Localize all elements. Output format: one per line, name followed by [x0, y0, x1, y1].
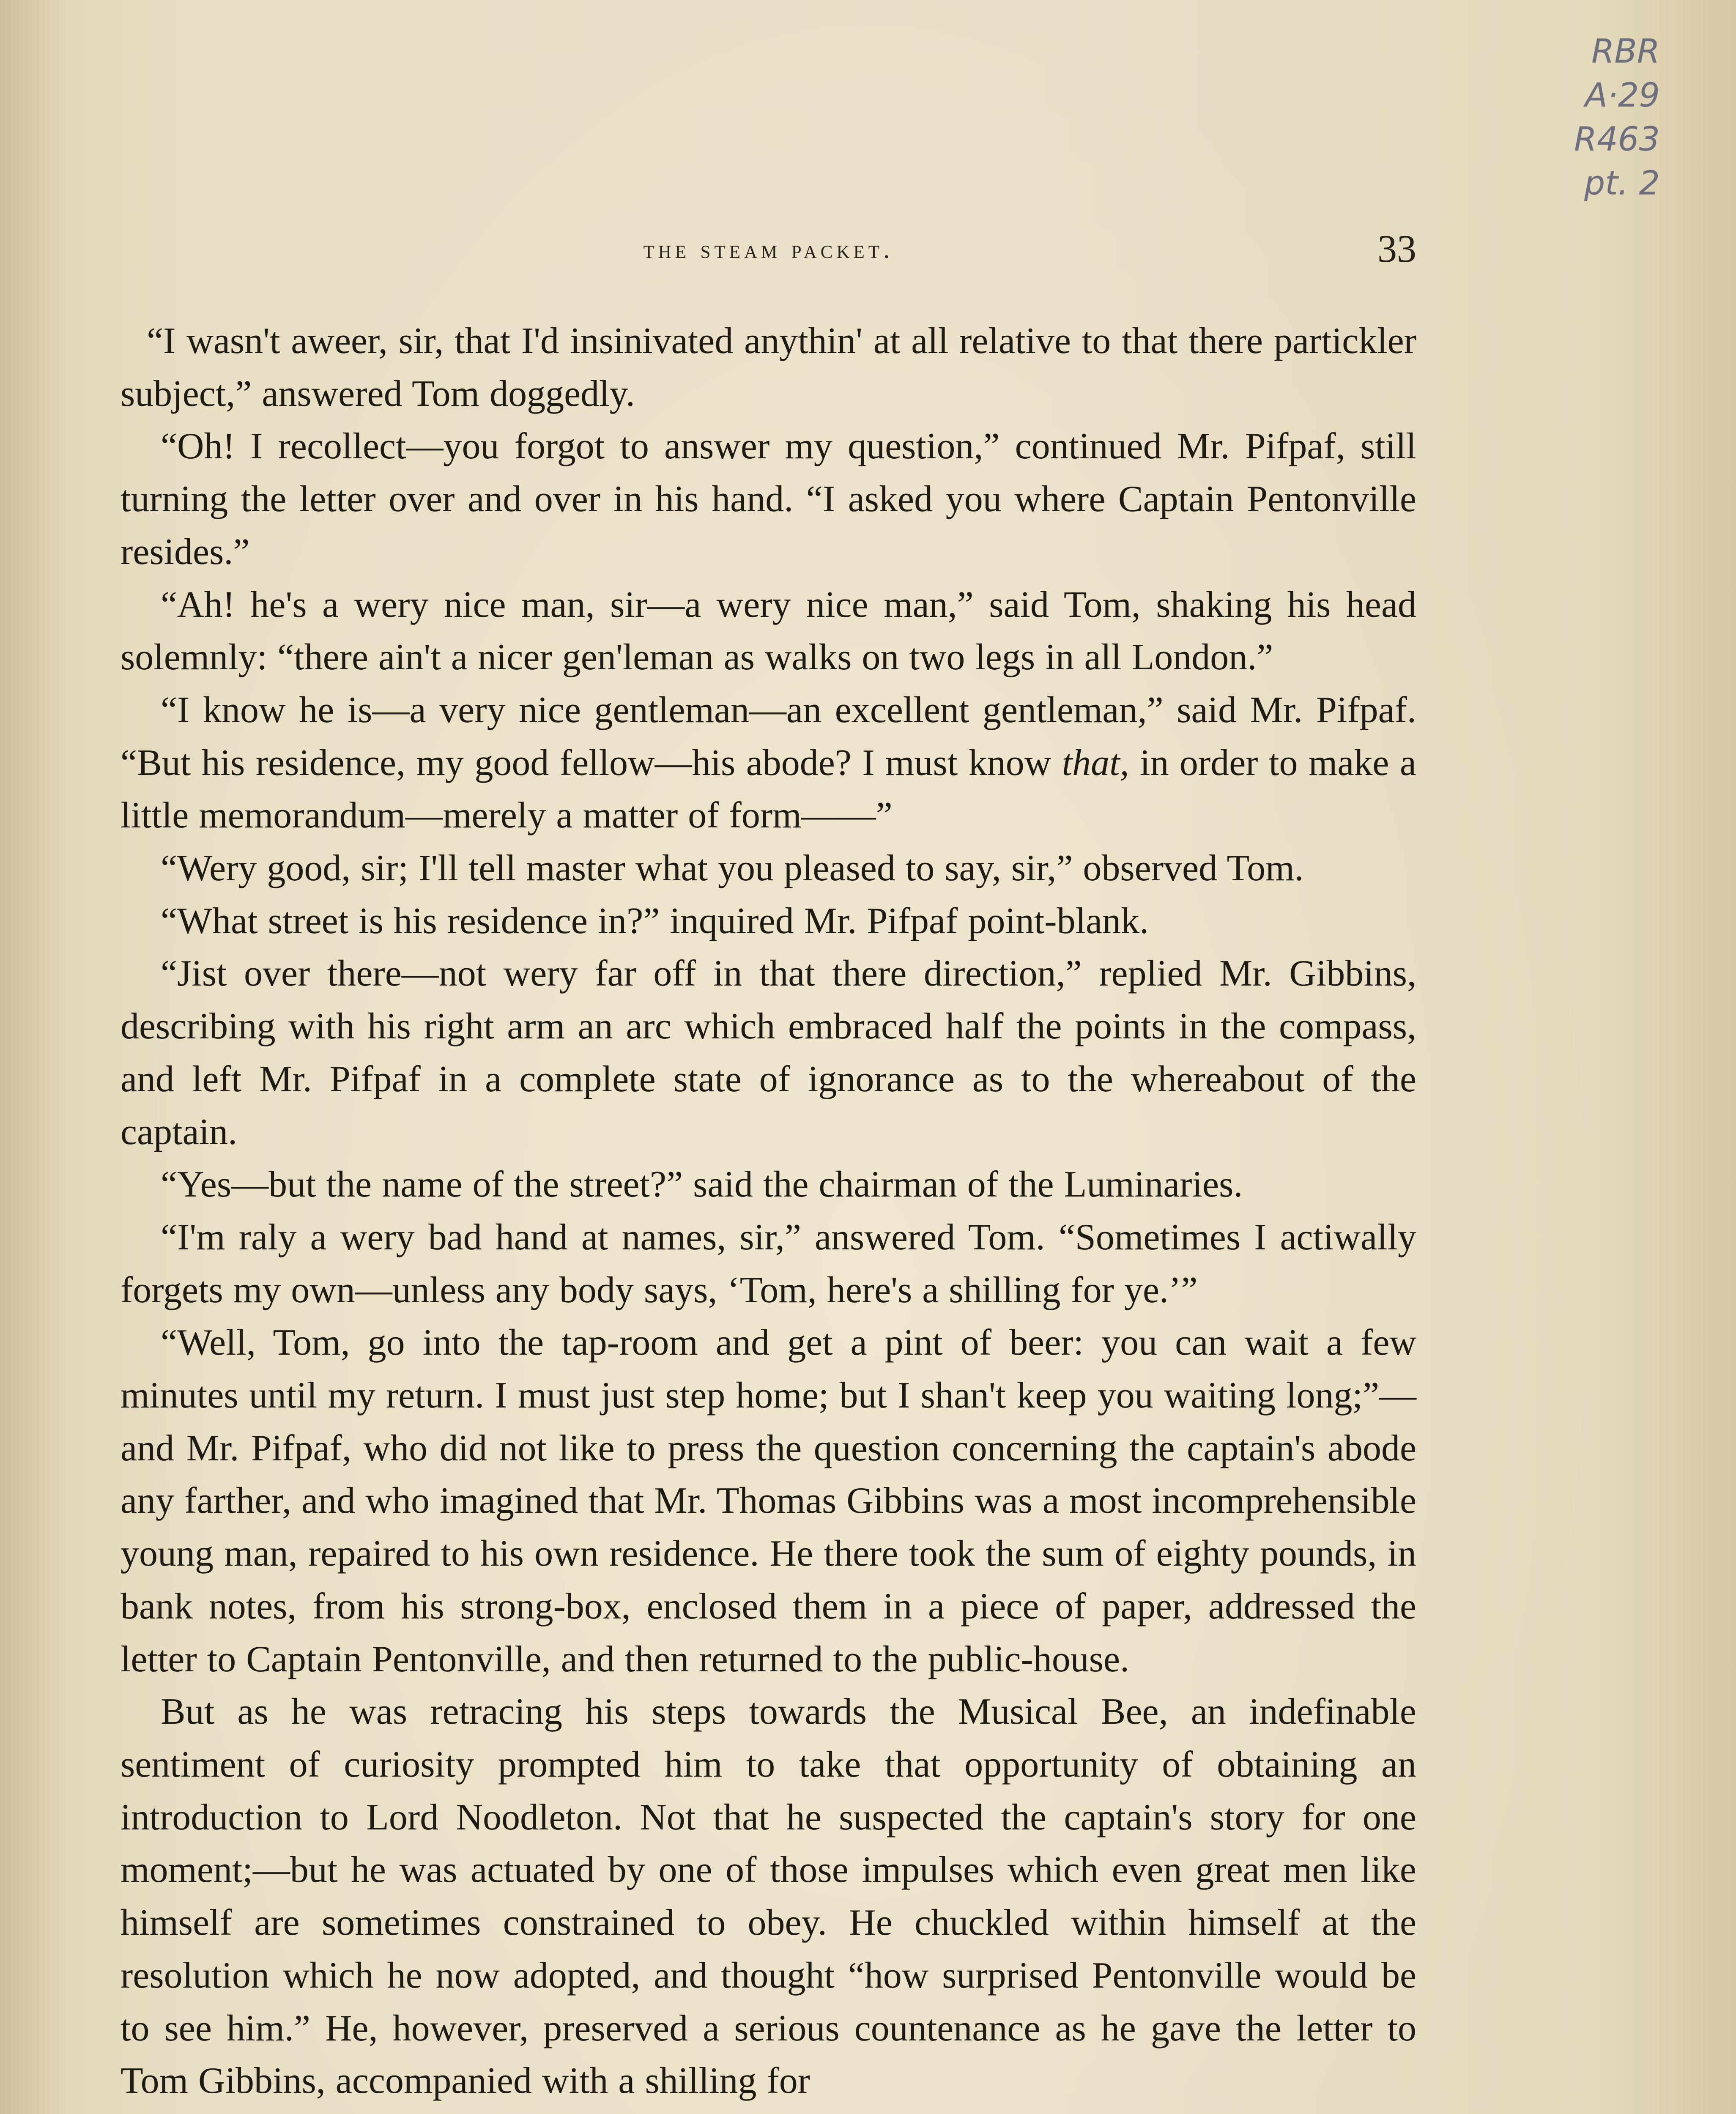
paragraph-text: “I know he is—a very nice gentleman—an excellent gentleman,” said Mr. Pifpaf. “But his residence, my good fellow—his abode? I must know	[120, 689, 1416, 783]
pencil-note: A·29	[1585, 77, 1660, 115]
paragraph: “Oh! I recollect—you forgot to answer my question,” continued Mr. Pifpaf, still turning the letter over and over in his hand. “I asked you where Captain Pentonville resides.”	[120, 426, 1416, 572]
italic-word: that,	[1062, 742, 1129, 783]
body-text	[120, 315, 1416, 2108]
paragraph: “Wery good, sir; I'll tell master what you pleased to say, sir,” observed Tom.	[161, 848, 1304, 889]
page-number: 33	[1377, 227, 1416, 270]
pencil-shelfmark	[1574, 30, 1660, 205]
pencil-note: pt. 2	[1584, 164, 1660, 203]
pencil-note: R463	[1574, 120, 1660, 159]
paragraph: “Jist over there—not wery far off in that there direction,” replied Mr. Gibbins, describing with his right arm an arc which embraced half the points in the compass, and left Mr. Pifpaf in a complete state of ignorance as to the whereabout of the captain.	[120, 953, 1416, 1153]
paragraph-text: in order to make a little memorandum—merely a matter of form——”	[120, 742, 1416, 836]
paragraph: “I wasn't aweer, sir, that I'd insinivated anythin' at all relative to that there partickler subject,” answered Tom doggedly.	[120, 320, 1416, 414]
pencil-note: RBR	[1591, 33, 1660, 71]
paragraph: “Yes—but the name of the street?” said the chairman of the Luminaries.	[161, 1164, 1243, 1205]
paragraph: “Well, Tom, go into the tap-room and get a pint of beer: you can wait a few minutes until my return. I must just step home; but I shan't keep you waiting long;”—and Mr. Pifpaf, who did not like to press the question concerning the captain's abode any farther, and who imagined that Mr. Thomas Gibbins was a most incomprehensible young man, repaired to his own residence. He there took the sum of eighty pounds, in bank notes, from his strong-box, enclosed them in a piece of paper, addressed the letter to Captain Pentonville, and then returned to the public-house.	[120, 1322, 1416, 1680]
paragraph: “Ah! he's a wery nice man, sir—a wery nice man,” said Tom, shaking his head solemnly: “there ain't a nicer gen'leman as walks on two legs in all London.”	[120, 584, 1416, 678]
paragraph: But as he was retracing his steps towards the Musical Bee, an indefinable sentiment of curiosity prompted him to take that opportunity of obtaining an introduction to Lord Noodleton. Not that he suspected the captain's story for one moment;—but he was actuated by one of those impulses which even great men like himself are sometimes constrained to obey. He chuckled within himself at the resolution which he now adopted, and thought “how surprised Pentonville would be to see him.” He, however, preserved a serious countenance as he gave the letter to Tom Gibbins, accompanied with a shilling for	[120, 1691, 1416, 2102]
paragraph	[120, 684, 1416, 842]
paragraph: “I'm raly a wery bad hand at names, sir,” answered Tom. “Sometimes I actiwally forgets my own—unless any body says, ‘Tom, here's a shilling for ye.’”	[120, 1216, 1416, 1311]
running-head	[120, 226, 1416, 273]
paragraph: “What street is his residence in?” inquired Mr. Pifpaf point-blank.	[161, 900, 1149, 942]
running-title: the steam packet.	[643, 235, 894, 264]
